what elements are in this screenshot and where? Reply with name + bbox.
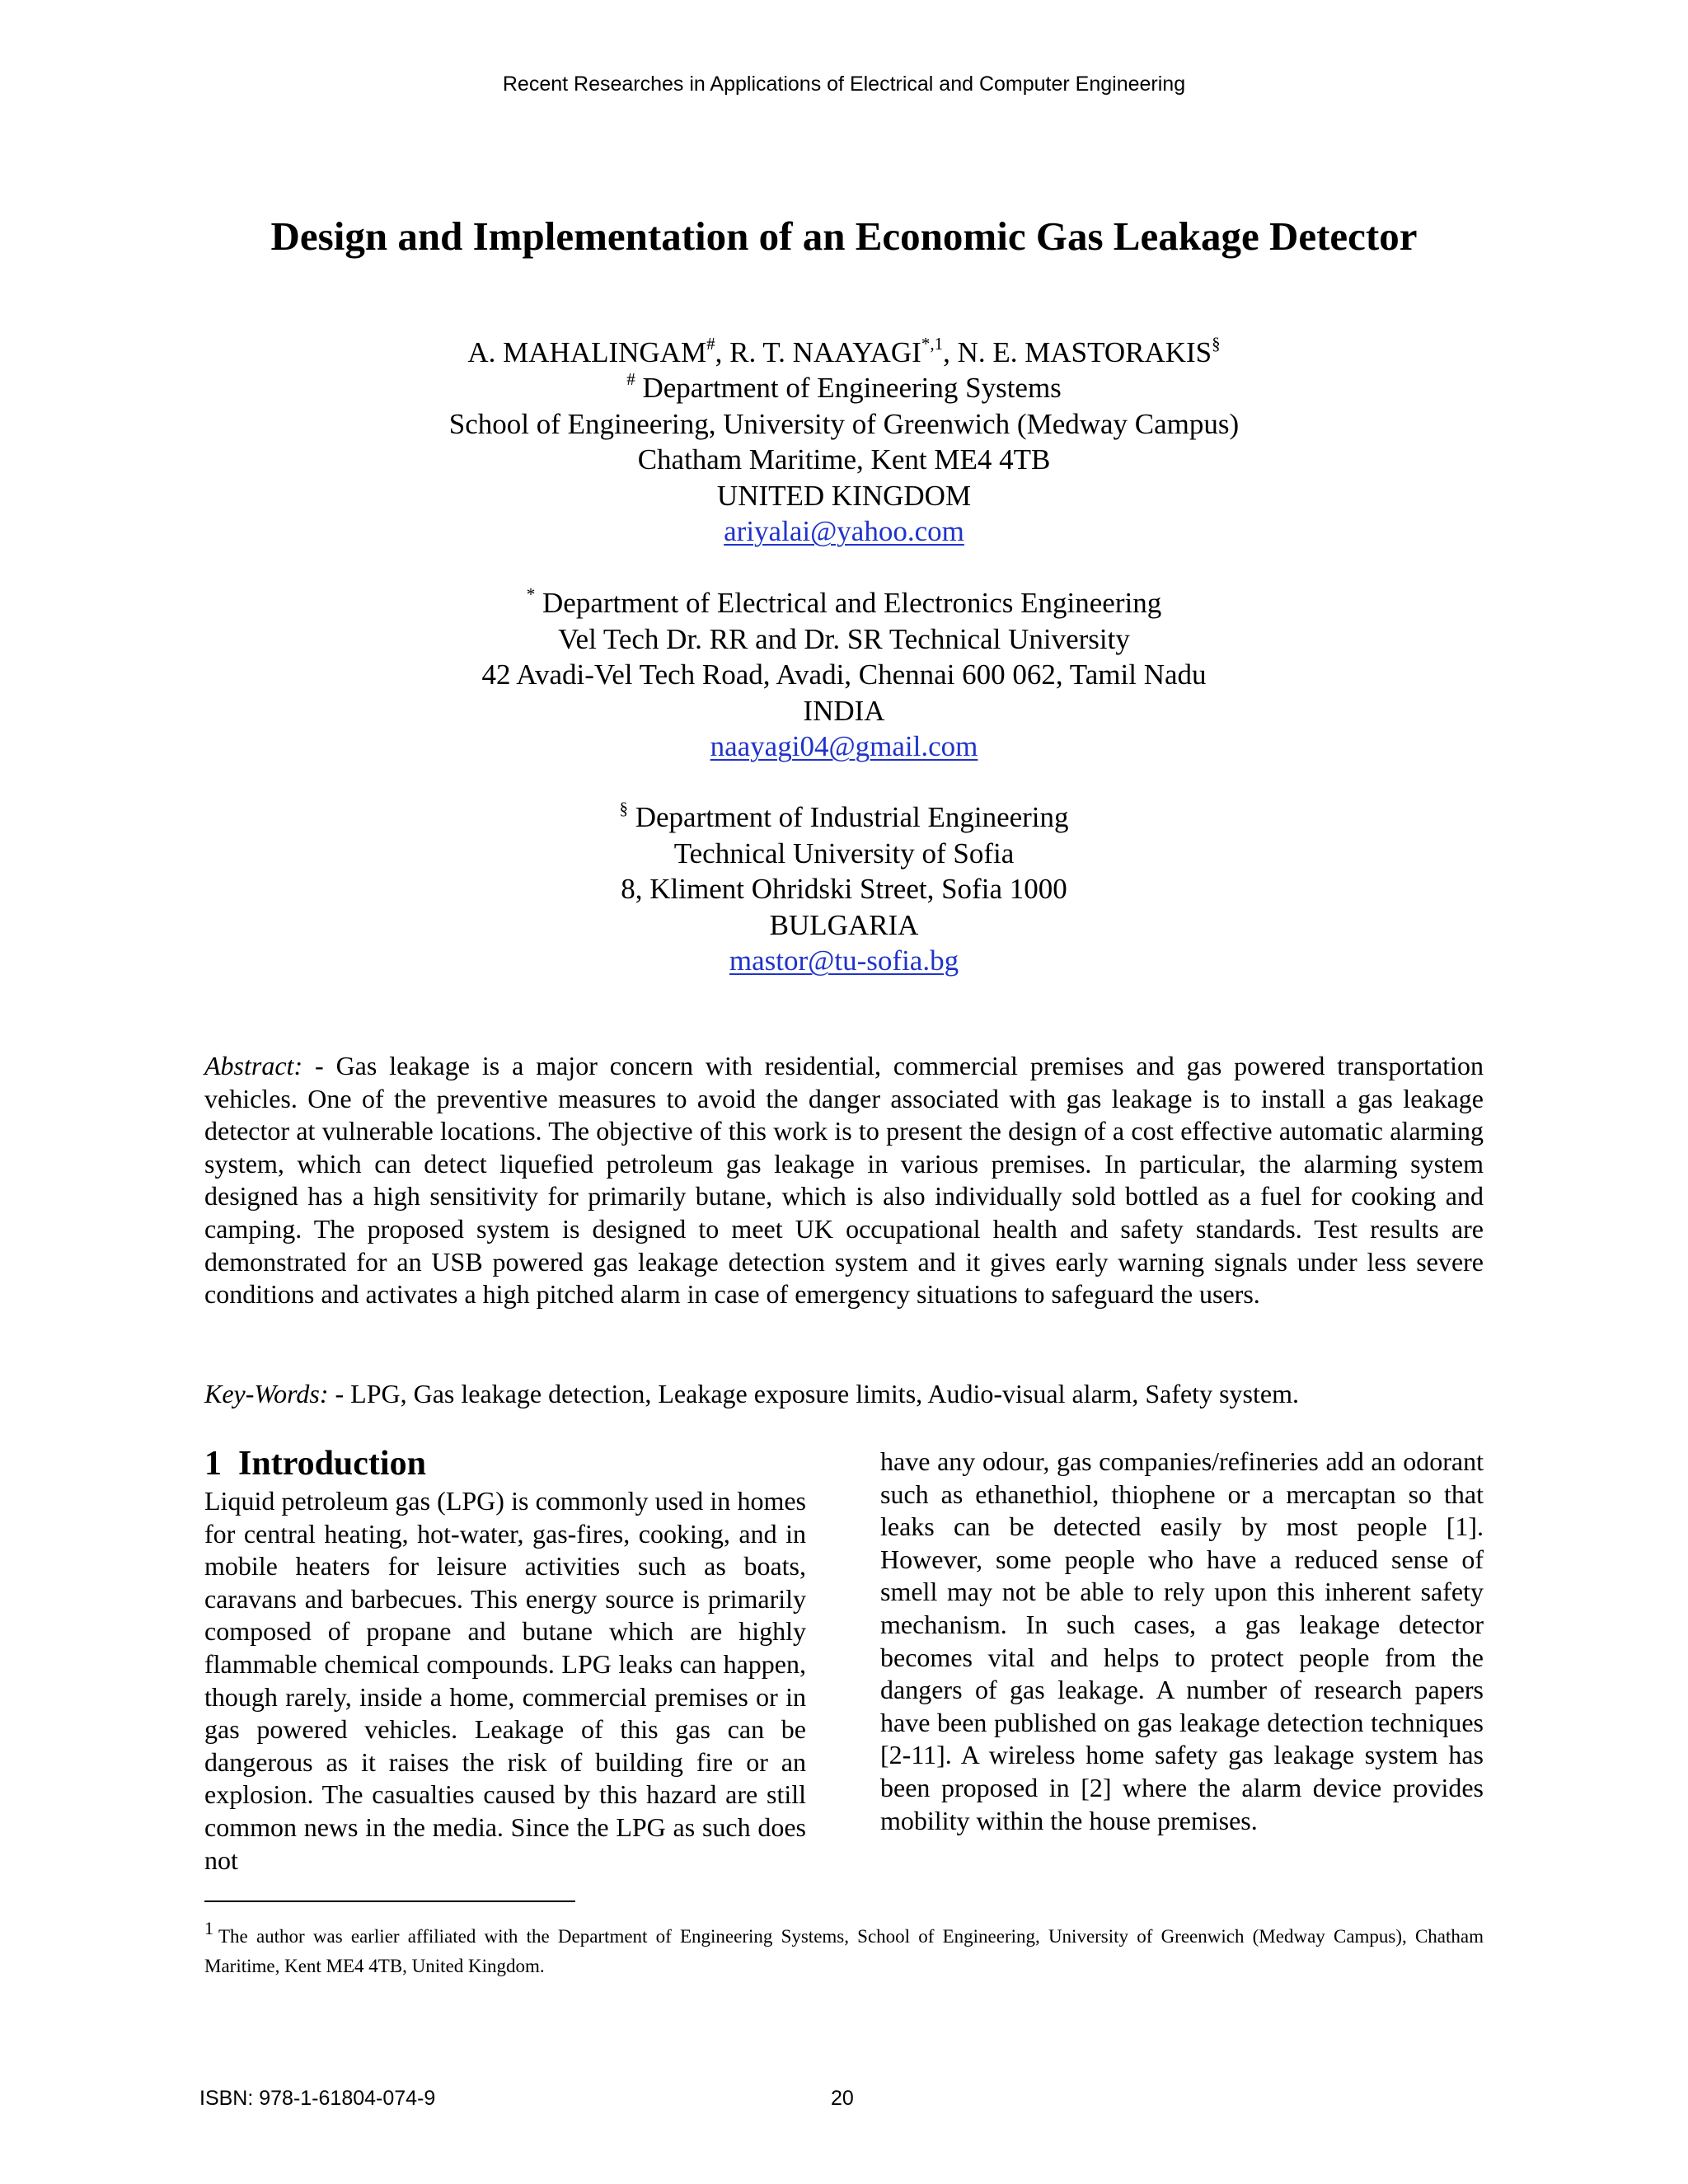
affiliation-line: Vel Tech Dr. RR and Dr. SR Technical University bbox=[558, 622, 1130, 655]
email-link[interactable]: naayagi04@gmail.com bbox=[710, 730, 978, 762]
author-separator: , bbox=[943, 336, 958, 368]
section-heading bbox=[204, 1444, 426, 1483]
abstract-text: - Gas leakage is a major concern with residential, commercial premises and gas powered transportation vehicles. One of the preventive measures to avoid the danger associated with gas leakage is to install a gas leakage detector at vulnerable locations. The objective of this work is to present the design of a cost effective automatic alarming system, which can detect liquefied petroleum gas leakage in various premises. In particular, the alarming system designed has a high sensitivity for primarily butane, which is also individually sold bottled as a fuel for cooking and camping. The proposed system is designed to meet UK occupational health and safety standards. Test results are demonstrated for an USB powered gas leakage detection system and it gives early warning signals under less severe conditions and activates a high pitched alarm in case of emergency situations to safeguard the users. bbox=[204, 1051, 1484, 1310]
affiliation-block bbox=[0, 585, 1688, 765]
footnote-text: The author was earlier affiliated with the Department of Engineering Systems, School of Engineering, University of Greenwich (Medway Campus), Chatham Maritime, Kent ME4 4TB, United Kingdom. bbox=[204, 1926, 1484, 1976]
affiliation-mark: § bbox=[619, 799, 628, 818]
paper-title: Design and Implementation of an Economic Gas Leakage Detector bbox=[270, 213, 1418, 259]
footnote bbox=[204, 1918, 1484, 1981]
affiliation-line: BULGARIA bbox=[769, 908, 919, 941]
affiliation-block bbox=[0, 370, 1688, 550]
body-column-right: have any odour, gas companies/refineries add an odorant such as ethanethiol, thiophene or a mercaptan so that leaks can be detected easily by most people [1]. However, some people who have a reduced sense of smell may not be able to rely upon this inherent safety mechanism. In such cases, a gas leakage detector becomes vital and helps to protect people from the dangers of gas leakage. A number of research papers have been published on gas leakage detection techniques [2-11]. A wireless home safety gas leakage system has been proposed in [2] where the alarm device provides mobility within the house premises. bbox=[880, 1446, 1484, 1835]
affiliation-department: Department of Engineering Systems bbox=[635, 372, 1062, 404]
keywords-label: Key-Words: bbox=[204, 1379, 329, 1408]
footer-isbn: ISBN: 978-1-61804-074-9 bbox=[199, 2087, 436, 2110]
affiliation-department: Department of Industrial Engineering bbox=[627, 801, 1069, 833]
affiliation-line: Technical University of Sofia bbox=[673, 837, 1015, 869]
author-name: R. T. NAAYAGI bbox=[729, 336, 921, 368]
section-number: 1 bbox=[204, 1445, 222, 1483]
affiliation-line: 42 Avadi-Vel Tech Road, Avadi, Chennai 600 062, Tamil Nadu bbox=[481, 658, 1207, 691]
affiliation-block bbox=[0, 799, 1688, 979]
author-mark: § bbox=[1212, 334, 1221, 354]
running-header: Recent Researches in Applications of Electrical and Computer Engineering bbox=[502, 73, 1186, 96]
author-name: A. MAHALINGAM bbox=[467, 336, 707, 368]
affiliation-line: UNITED KINGDOM bbox=[716, 479, 972, 512]
author-separator: , bbox=[715, 336, 730, 368]
author-mark: *,1 bbox=[921, 334, 944, 354]
section-title: Introduction bbox=[238, 1445, 426, 1483]
affiliation-mark: * bbox=[526, 584, 536, 604]
footnote-divider bbox=[204, 1900, 575, 1902]
affiliation-mark: # bbox=[626, 369, 635, 389]
author-name: N. E. MASTORAKIS bbox=[957, 336, 1212, 368]
keywords-text: - LPG, Gas leakage detection, Leakage exposure limits, Audio-visual alarm, Safety system. bbox=[328, 1379, 1299, 1408]
affiliation-line: Chatham Maritime, Kent ME4 4TB bbox=[637, 443, 1051, 476]
keywords bbox=[204, 1378, 1484, 1411]
affiliation-line: INDIA bbox=[803, 694, 885, 727]
page-number: 20 bbox=[831, 2087, 854, 2110]
email-link[interactable]: mastor@tu-sofia.bg bbox=[729, 944, 959, 977]
author-mark: # bbox=[706, 334, 715, 354]
affiliation-department: Department of Electrical and Electronics Engineering bbox=[535, 587, 1162, 619]
affiliation-line: 8, Kliment Ohridski Street, Sofia 1000 bbox=[621, 873, 1067, 905]
abstract bbox=[204, 1050, 1484, 1311]
email-link[interactable]: ariyalai@yahoo.com bbox=[724, 515, 964, 547]
footnote-mark: 1 bbox=[204, 1918, 213, 1938]
abstract-label: Abstract: bbox=[204, 1051, 303, 1080]
affiliation-line: School of Engineering, University of Greenwich (Medway Campus) bbox=[448, 407, 1240, 440]
body-column-left: Liquid petroleum gas (LPG) is commonly used in homes for central heating, hot-water, gas-fires, cooking, and in mobile heaters for leisure activities such as boats, caravans and barbecues. This energy source is primarily composed of propane and butane which are highly flammable chemical compounds. LPG leaks can happen, though rarely, inside a home, commercial premises or in gas powered vehicles. Leakage of this gas can be dangerous as it raises the risk of building fire or an explosion. The casualties caused by this hazard are still common news in the media. Since the LPG as such does not bbox=[204, 1486, 806, 1875]
author-line bbox=[0, 335, 1688, 371]
